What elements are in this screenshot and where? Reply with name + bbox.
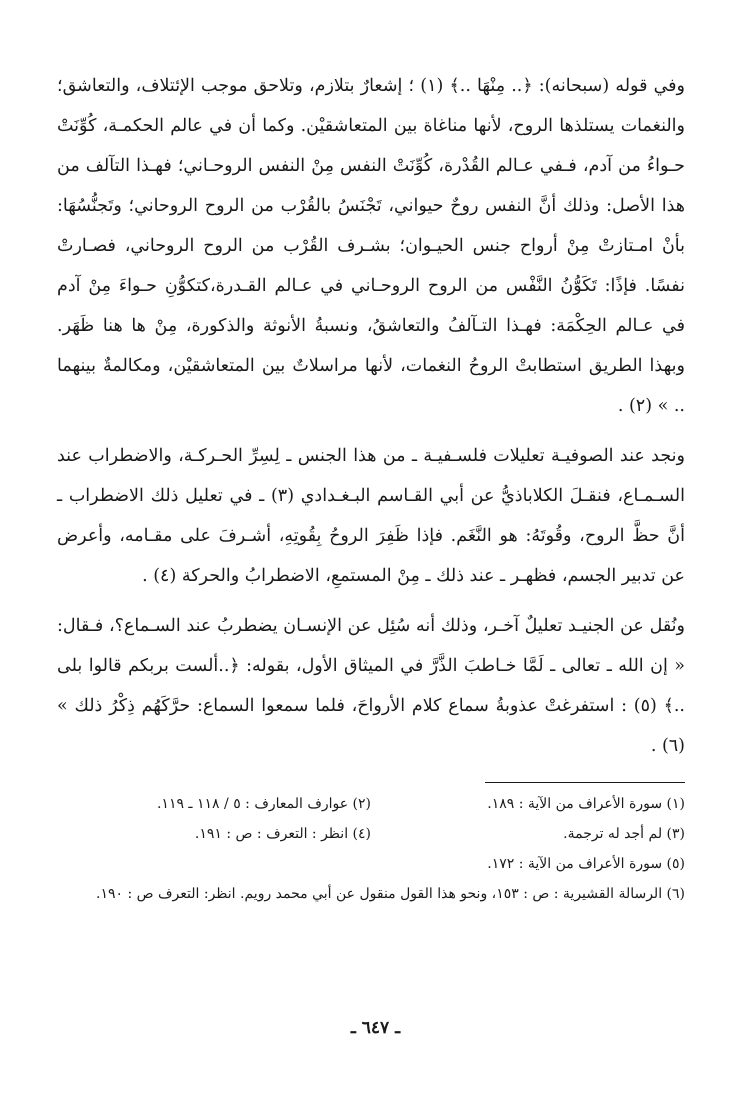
paragraph-3: ونُقل عن الجنيـد تعليلٌ آخـر، وذلك أنه سُئِل عن الإنسـان يضطربُ عند السـماع؟، فـقال: « إن الله ـ تعالى ـ لَمَّا خـاطبَ الذَّرَّ في الميثاق الأول، بقوله: ﴿..ألست بربكم قالوا بلى ..﴾ (٥) : استفرغتْ عذوبةُ سماع كلام الأرواحَ، فلما سمعوا السماع: حرَّكَهُم ذِكْرُ ذلك » (٦) . — [57, 616, 685, 756]
footnote-row — [57, 819, 685, 849]
paragraph-1: وفي قوله (سبحانه): ﴿.. مِنْهَا ..﴾ (١) ؛ إشعارٌ بتلازم، وتلاحق موجب الإئتلاف، والتعاشق؛ والنغمات يستلذها الروح، لأنها مناغاة بين المتعاشقيْن. وكما أن في عالم الحكمـة، كُوِّنَتْ حـواءُ من آدم، فـفي عـالم القُدْرة، كُوِّنَتْ النفس مِنْ النفس الروحـاني؛ فهـذا التآلف من هذا الأصل: وذلك أنَّ النفس روحٌ حيواني، تَجْنَسُ بالقُرْب من الروح الروحاني؛ وتَجنُّسُهَا: بأنْ امـتازتْ مِنْ أرواح جنس الحيـوان؛ بشـرف القُرْب من الروح الروحاني، فصـارتْ نفسًا. فإذًا: تَكَوُّنُ النَّفْس من الروح الروحـاني في عـالم القـدرة،كتكوُّنِ حـواءَ مِنْ آدم في عـالم الحِكْمَة: فهـذا التـآلفُ والتعاشقُ، ونسبةُ الأنوثة والذكورة، مِنْ ها هنا ظَهَر. وبهذا الطريق استطابتْ الروحُ النغمات، لأنها مراسلاتٌ بين المتعاشقيْن، ومكالمةٌ بينهما .. » (٢) . — [57, 76, 685, 416]
footnote-6: (٦) الرسالة القشيرية : ص : ١٥٣، ونحو هذا القول منقول عن أبي محمد رويم. انظر: التعرف ص : ١٩٠. — [96, 886, 685, 902]
footnote-1: (١) سورة الأعراف من الآية : ١٨٩. — [487, 796, 685, 812]
paragraph-2: ونجد عند الصوفيـة تعليلات فلسـفيـة ـ من هذا الجنس ـ لِسِرِّ الحـركـة، والاضطراب عند السـمـاع، فنقـلَ الكلاباذيُّ عن أبي القـاسم البـغـدادي (٣) ـ في تعليل ذلك الاضطراب ـ أنَّ حظَّ الروح، وقُوتَهُ: هو النَّغَم. فإذا ظَفِرَ الروحُ بِقُوتِهِ، أشـرفَ على مقـامه، وأعرض عن تدبير الجسم، فظهـر ـ عند ذلك ـ مِنْ المستمعِ، الاضطرابُ والحركة (٤) . — [57, 446, 685, 586]
page-number: ـ ٦٤٧ ـ — [350, 1018, 401, 1038]
footnote-3: (٣) لم أجد له ترجمة. — [563, 826, 685, 842]
footnote-divider — [485, 782, 685, 783]
footnote-2: (٢) عوارف المعارف : ٥ / ١١٨ ـ ١١٩. — [156, 796, 371, 812]
footnote-5: (٥) سورة الأعراف من الآية : ١٧٢. — [487, 856, 685, 872]
footnotes — [57, 789, 685, 909]
footnote-row — [57, 789, 685, 819]
footnote-4: (٤) انظر : التعرف : ص : ١٩١. — [194, 826, 371, 842]
page-body — [57, 66, 685, 909]
